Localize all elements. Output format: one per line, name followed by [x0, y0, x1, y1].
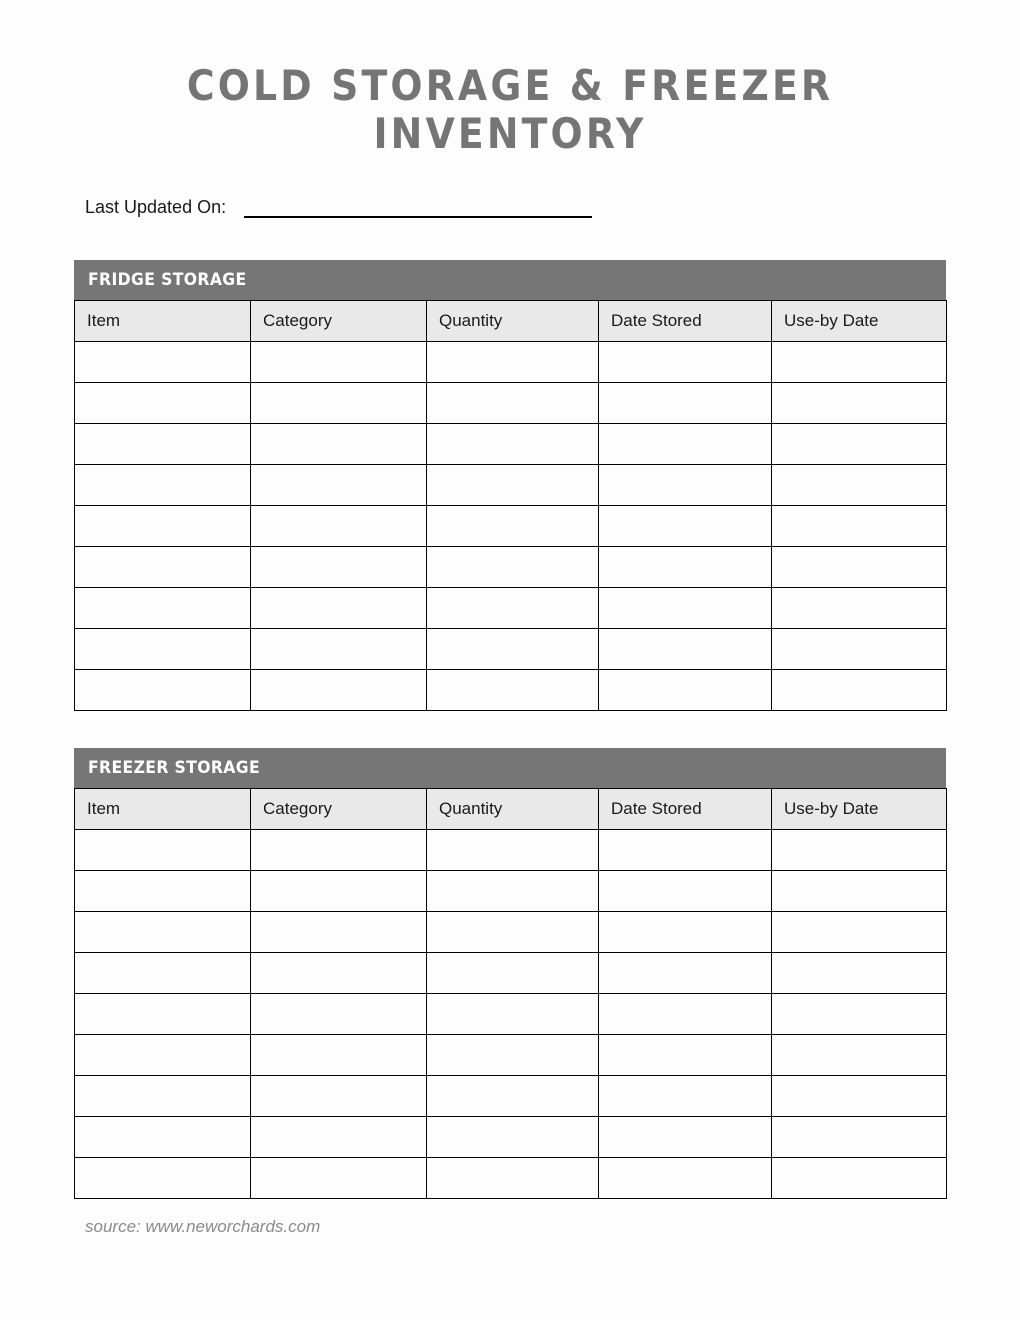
cell-category[interactable]: [251, 1035, 427, 1076]
cell-item[interactable]: [75, 547, 251, 588]
table-row: [75, 1076, 947, 1117]
cell-use-by-date[interactable]: [772, 1035, 947, 1076]
cell-category[interactable]: [251, 871, 427, 912]
cell-date-stored[interactable]: [599, 465, 772, 506]
cell-date-stored[interactable]: [599, 1158, 772, 1199]
cell-date-stored[interactable]: [599, 588, 772, 629]
table-row: [75, 1158, 947, 1199]
page-title-line-2: INVENTORY: [373, 109, 647, 158]
cell-quantity[interactable]: [427, 547, 599, 588]
last-updated-input[interactable]: [244, 198, 592, 218]
table-row: [75, 342, 947, 383]
cell-quantity[interactable]: [427, 871, 599, 912]
last-updated-label: Last Updated On:: [85, 197, 227, 217]
freezer-storage-section-header: [74, 748, 946, 788]
column-header-date-stored: Date Stored: [599, 789, 772, 830]
cell-item[interactable]: [75, 994, 251, 1035]
cell-quantity[interactable]: [427, 465, 599, 506]
cell-date-stored[interactable]: [599, 506, 772, 547]
cell-item[interactable]: [75, 383, 251, 424]
table-row: [75, 912, 947, 953]
cell-item[interactable]: [75, 629, 251, 670]
table-row: [75, 629, 947, 670]
cell-item[interactable]: [75, 912, 251, 953]
cell-use-by-date[interactable]: [772, 912, 947, 953]
cell-category[interactable]: [251, 1117, 427, 1158]
cell-item[interactable]: [75, 1076, 251, 1117]
cell-use-by-date[interactable]: [772, 1158, 947, 1199]
table-row: [75, 383, 947, 424]
cell-category[interactable]: [251, 588, 427, 629]
table-row: [75, 670, 947, 711]
fridge-storage-section-label: FRIDGE STORAGE: [88, 270, 247, 290]
cell-quantity[interactable]: [427, 1117, 599, 1158]
table-row: [75, 1035, 947, 1076]
cell-category[interactable]: [251, 547, 427, 588]
cell-use-by-date[interactable]: [772, 383, 947, 424]
fridge-storage-section-header: [74, 260, 946, 300]
last-updated-row: [0, 192, 1020, 218]
cell-date-stored[interactable]: [599, 912, 772, 953]
cell-date-stored[interactable]: [599, 871, 772, 912]
cell-category[interactable]: [251, 1158, 427, 1199]
cell-date-stored[interactable]: [599, 953, 772, 994]
cell-category[interactable]: [251, 1076, 427, 1117]
column-header-use-by-date: Use-by Date: [772, 789, 947, 830]
cell-date-stored[interactable]: [599, 670, 772, 711]
column-header-date-stored: Date Stored: [599, 301, 772, 342]
cell-item[interactable]: [75, 830, 251, 871]
column-header-category: Category: [251, 301, 427, 342]
page-title-line-1: COLD STORAGE & FREEZER: [186, 61, 834, 110]
column-header-category: Category: [251, 789, 427, 830]
cell-category[interactable]: [251, 670, 427, 711]
freezer-storage-grid: [74, 788, 947, 1199]
cell-use-by-date[interactable]: [772, 670, 947, 711]
cell-date-stored[interactable]: [599, 994, 772, 1035]
table-row: [75, 830, 947, 871]
column-header-quantity: Quantity: [427, 301, 599, 342]
cell-date-stored[interactable]: [599, 1117, 772, 1158]
fridge-storage-grid: [74, 300, 947, 711]
table-row: [75, 465, 947, 506]
freezer-storage-section-label: FREEZER STORAGE: [88, 758, 261, 778]
cell-item[interactable]: [75, 588, 251, 629]
table-row: [75, 547, 947, 588]
table-row: [75, 994, 947, 1035]
cell-date-stored[interactable]: [599, 547, 772, 588]
cell-use-by-date[interactable]: [772, 629, 947, 670]
column-header-quantity: Quantity: [427, 789, 599, 830]
cell-item[interactable]: [75, 506, 251, 547]
cell-date-stored[interactable]: [599, 424, 772, 465]
cell-use-by-date[interactable]: [772, 547, 947, 588]
table-header-row: [75, 789, 947, 830]
column-header-item: Item: [75, 789, 251, 830]
cell-use-by-date[interactable]: [772, 994, 947, 1035]
cell-item[interactable]: [75, 670, 251, 711]
table-row: [75, 871, 947, 912]
cell-item[interactable]: [75, 342, 251, 383]
cell-category[interactable]: [251, 342, 427, 383]
cell-date-stored[interactable]: [599, 1035, 772, 1076]
cell-quantity[interactable]: [427, 1076, 599, 1117]
cell-use-by-date[interactable]: [772, 953, 947, 994]
cell-use-by-date[interactable]: [772, 1076, 947, 1117]
cell-category[interactable]: [251, 506, 427, 547]
cell-quantity[interactable]: [427, 629, 599, 670]
cell-use-by-date[interactable]: [772, 871, 947, 912]
cell-category[interactable]: [251, 465, 427, 506]
table-row: [75, 588, 947, 629]
freezer-storage-body: [75, 830, 947, 1199]
cell-date-stored[interactable]: [599, 342, 772, 383]
fridge-storage-table: [74, 260, 946, 711]
cell-quantity[interactable]: [427, 506, 599, 547]
cell-quantity[interactable]: [427, 830, 599, 871]
cell-quantity[interactable]: [427, 342, 599, 383]
cell-use-by-date[interactable]: [772, 830, 947, 871]
cell-use-by-date[interactable]: [772, 424, 947, 465]
column-header-use-by-date: Use-by Date: [772, 301, 947, 342]
cell-use-by-date[interactable]: [772, 342, 947, 383]
cell-item[interactable]: [75, 1035, 251, 1076]
table-header-row: [75, 301, 947, 342]
cell-item[interactable]: [75, 871, 251, 912]
freezer-storage-table: [74, 748, 946, 1199]
cell-quantity[interactable]: [427, 424, 599, 465]
cell-category[interactable]: [251, 383, 427, 424]
cell-quantity[interactable]: [427, 1158, 599, 1199]
cell-quantity[interactable]: [427, 383, 599, 424]
cell-use-by-date[interactable]: [772, 1117, 947, 1158]
cell-use-by-date[interactable]: [772, 465, 947, 506]
cell-category[interactable]: [251, 424, 427, 465]
table-row: [75, 1117, 947, 1158]
table-row: [75, 424, 947, 465]
cell-use-by-date[interactable]: [772, 506, 947, 547]
cell-date-stored[interactable]: [599, 383, 772, 424]
column-header-item: Item: [75, 301, 251, 342]
cell-item[interactable]: [75, 1117, 251, 1158]
cell-item[interactable]: [75, 1158, 251, 1199]
table-row: [75, 506, 947, 547]
cell-item[interactable]: [75, 953, 251, 994]
title-block: [0, 0, 1020, 158]
cell-category[interactable]: [251, 912, 427, 953]
cell-quantity[interactable]: [427, 994, 599, 1035]
cell-category[interactable]: [251, 994, 427, 1035]
cell-quantity[interactable]: [427, 953, 599, 994]
cell-quantity[interactable]: [427, 912, 599, 953]
cell-date-stored[interactable]: [599, 629, 772, 670]
table-row: [75, 953, 947, 994]
source-attribution: source: www.neworchards.com: [85, 1217, 321, 1236]
cell-category[interactable]: [251, 629, 427, 670]
cell-use-by-date[interactable]: [772, 588, 947, 629]
fridge-storage-body: [75, 342, 947, 711]
cell-quantity[interactable]: [427, 670, 599, 711]
cell-category[interactable]: [251, 953, 427, 994]
cell-date-stored[interactable]: [599, 1076, 772, 1117]
cell-item[interactable]: [75, 424, 251, 465]
cell-item[interactable]: [75, 465, 251, 506]
cell-date-stored[interactable]: [599, 830, 772, 871]
cell-category[interactable]: [251, 830, 427, 871]
page-title: [51, 62, 969, 158]
cell-quantity[interactable]: [427, 588, 599, 629]
cell-quantity[interactable]: [427, 1035, 599, 1076]
